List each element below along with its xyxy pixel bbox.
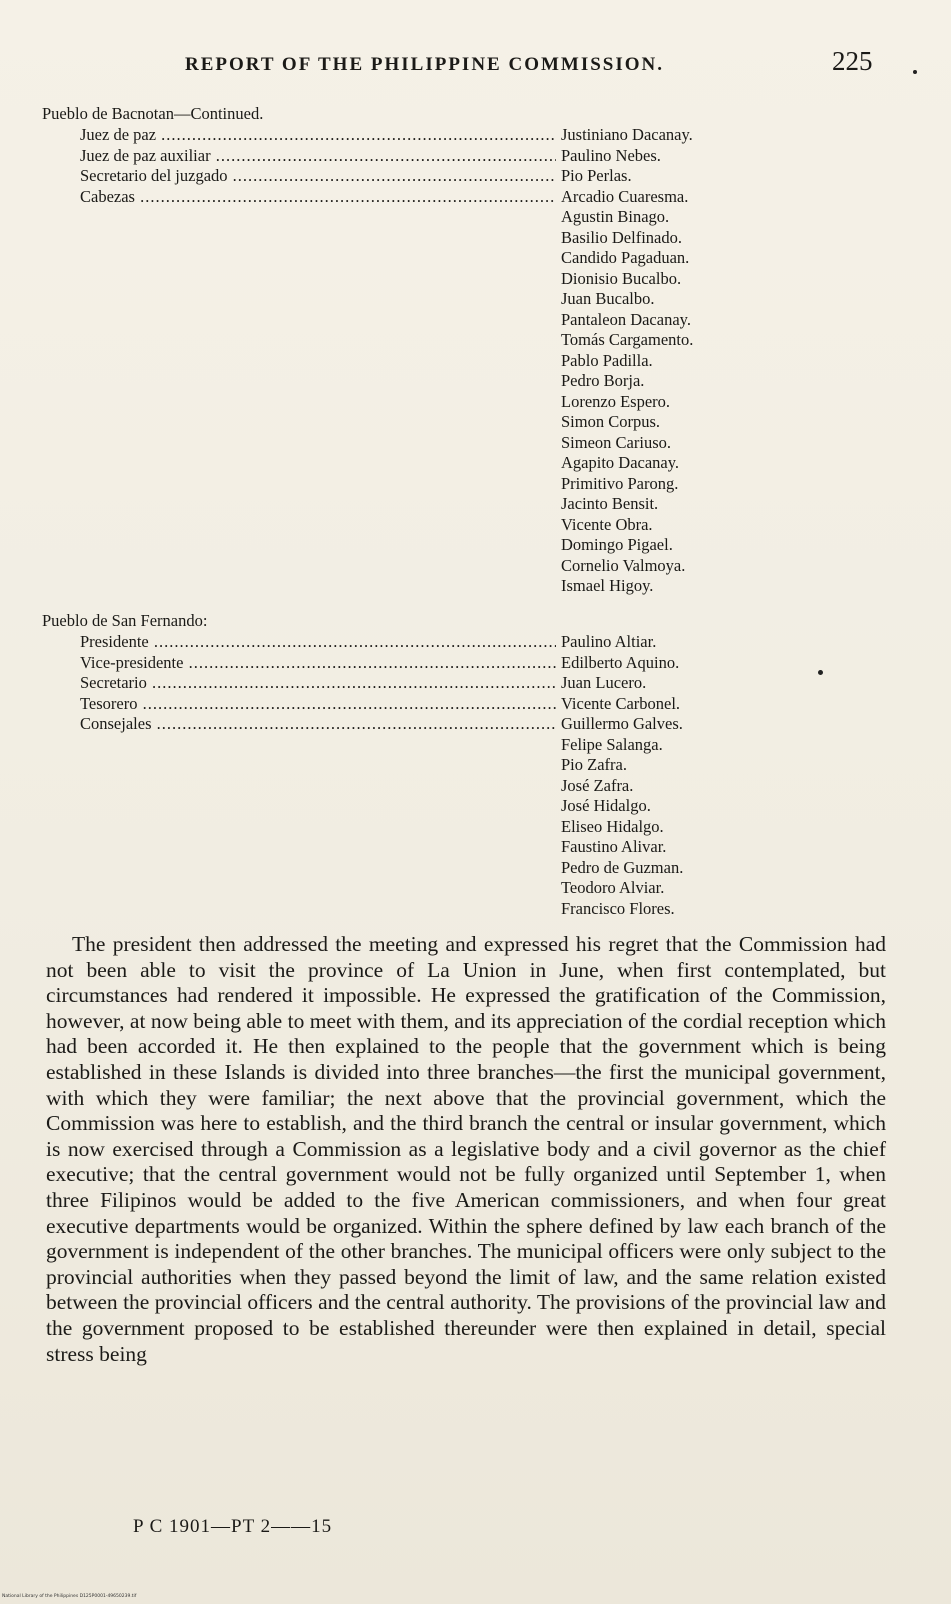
roster-row [42, 187, 802, 208]
roster-row [42, 755, 802, 776]
page-header [0, 46, 951, 86]
official-name: Pablo Padilla. [561, 350, 653, 370]
official-name: Justiniano Dacanay. [561, 125, 693, 144]
roster-row [42, 817, 802, 838]
role-label: Cabezas ..... [80, 187, 556, 208]
official-name: Lorenzo Espero. [561, 391, 671, 411]
official-name: Pedro Borja. [561, 371, 645, 390]
roster-row [42, 632, 802, 653]
ink-speck [913, 70, 917, 74]
role-label: Juez de paz ..... [80, 125, 556, 146]
roster-row [42, 899, 802, 920]
page-number: 225 [832, 46, 873, 76]
roster-row [42, 289, 802, 310]
official-name: Francisco Flores. [561, 898, 675, 918]
roster-row [42, 330, 802, 351]
role-label: Juez de paz auxiliar ..... [80, 146, 556, 167]
roster-row [42, 653, 802, 674]
roster-row [42, 556, 802, 577]
roster-section-san-fernando [42, 610, 802, 919]
roster-row [42, 207, 802, 228]
roster-list [42, 125, 802, 597]
roster-row [42, 453, 802, 474]
roster-row [42, 494, 802, 515]
roster-row [42, 392, 802, 413]
roster-row [42, 269, 802, 290]
roster-section-bacnotan [42, 103, 802, 597]
official-name: Vicente Obra. [561, 514, 653, 534]
roster-row [42, 673, 802, 694]
official-name: José Zafra. [561, 775, 634, 795]
official-name: Edilberto Aquino. [561, 652, 680, 672]
signature-mark: P C 1901—PT 2——15 [133, 1516, 333, 1537]
roster-row [42, 858, 802, 879]
official-name: Agustin Binago. [561, 207, 670, 226]
official-name: Teodoro Alviar. [561, 878, 665, 897]
official-name: Arcadio Cuaresma. [561, 186, 689, 206]
roster-row [42, 371, 802, 392]
ink-speck [818, 670, 823, 675]
roster-row [42, 515, 802, 536]
official-name: Primitivo Parong. [561, 473, 679, 493]
section-title: Pueblo de San Fernando: [42, 611, 208, 630]
roster-row [42, 248, 802, 269]
roster-row [42, 535, 802, 556]
roster-row [42, 714, 802, 735]
official-name: Eliseo Hidalgo. [561, 816, 664, 836]
official-name: Paulino Altiar. [561, 632, 657, 651]
official-name: Agapito Dacanay. [561, 453, 680, 472]
official-name: Pantaleon Dacanay. [561, 309, 691, 329]
roster-row [42, 146, 802, 167]
roster-row [42, 228, 802, 249]
official-name: Pio Perlas. [561, 166, 632, 185]
roster-row [42, 576, 802, 597]
section-title: Pueblo de Bacnotan—Continued. [42, 104, 264, 123]
official-name: Paulino Nebes. [561, 145, 661, 165]
official-name: Dionisio Bucalbo. [561, 268, 682, 288]
official-name: Simon Corpus. [561, 412, 661, 431]
role-label: Secretario del juzgado ..... [80, 166, 556, 187]
official-name: Candido Pagaduan. [561, 248, 690, 267]
official-name: Vicente Carbonel. [561, 693, 681, 713]
roster-row [42, 796, 802, 817]
role-label: Consejales ..... [80, 714, 556, 735]
official-name: Faustino Alivar. [561, 837, 667, 856]
scan-credit: National Library of the Philippines D125P0001-49650239.tif [2, 1594, 137, 1599]
official-name: Guillermo Galves. [561, 714, 683, 733]
roster-list [42, 632, 802, 919]
roster-row [42, 310, 802, 331]
official-name: Simeon Cariuso. [561, 432, 671, 452]
role-label: Vice-presidente ..... [80, 653, 556, 674]
official-name: Basilio Delfinado. [561, 227, 682, 247]
roster-row [42, 474, 802, 495]
role-label: Secretario ..... [80, 673, 556, 694]
official-name: Jacinto Bensit. [561, 494, 659, 513]
roster-row [42, 125, 802, 146]
official-name: José Hidalgo. [561, 796, 651, 815]
roster-row [42, 776, 802, 797]
roster-row [42, 166, 802, 187]
role-label: Presidente ..... [80, 632, 556, 653]
roster-row [42, 694, 802, 715]
roster-row [42, 433, 802, 454]
official-name: Ismael Higoy. [561, 576, 654, 595]
roster-row [42, 837, 802, 858]
official-name: Pedro de Guzman. [561, 857, 684, 877]
official-name: Domingo Pigael. [561, 535, 673, 554]
official-name: Cornelio Valmoya. [561, 555, 686, 575]
official-name: Juan Lucero. [561, 673, 647, 692]
running-title: REPORT OF THE PHILIPPINE COMMISSION. [185, 54, 665, 75]
official-name: Juan Bucalbo. [561, 289, 655, 308]
roster-row [42, 878, 802, 899]
official-name: Pio Zafra. [561, 755, 627, 774]
official-name: Tomás Cargamento. [561, 330, 694, 349]
roster-row [42, 735, 802, 756]
roster-row [42, 351, 802, 372]
role-label: Tesorero ..... [80, 694, 556, 715]
official-name: Felipe Salanga. [561, 734, 663, 754]
body-paragraph: The president then addressed the meeting and expressed his regret that the Commission had not been able to visit the province of La Union in June, when first contemplated, but circumstances had rendered it impossible. He expressed the gratification of the Commission, however, at now being able to meet with them, and its appreciation of the cordial reception which had been accorded it. He then explained to the people that the government which is being established in these Islands is divided into three branches—the first the municipal government, with which they were familiar; the next above that the provincial government, which the Commission was here to establish, and the third branch the central or insular government, which is now exercised through a Commission as a legislative body and a civil governor as the chief executive; that the central government would not be fully organized until September 1, when three Filipinos would be added to the five American commissioners, and when four great executive departments would be organized. Within the sphere defined by law each branch of the government is independent of the other branches. The municipal officers were only subject to the provincial authorities when they passed beyond the limit of law, and the same relation existed between the provincial officers and the central authority. The provisions of the provincial law and the government proposed to be established thereunder were then explained in detail, special stress being [46, 932, 886, 1366]
roster-row [42, 412, 802, 433]
